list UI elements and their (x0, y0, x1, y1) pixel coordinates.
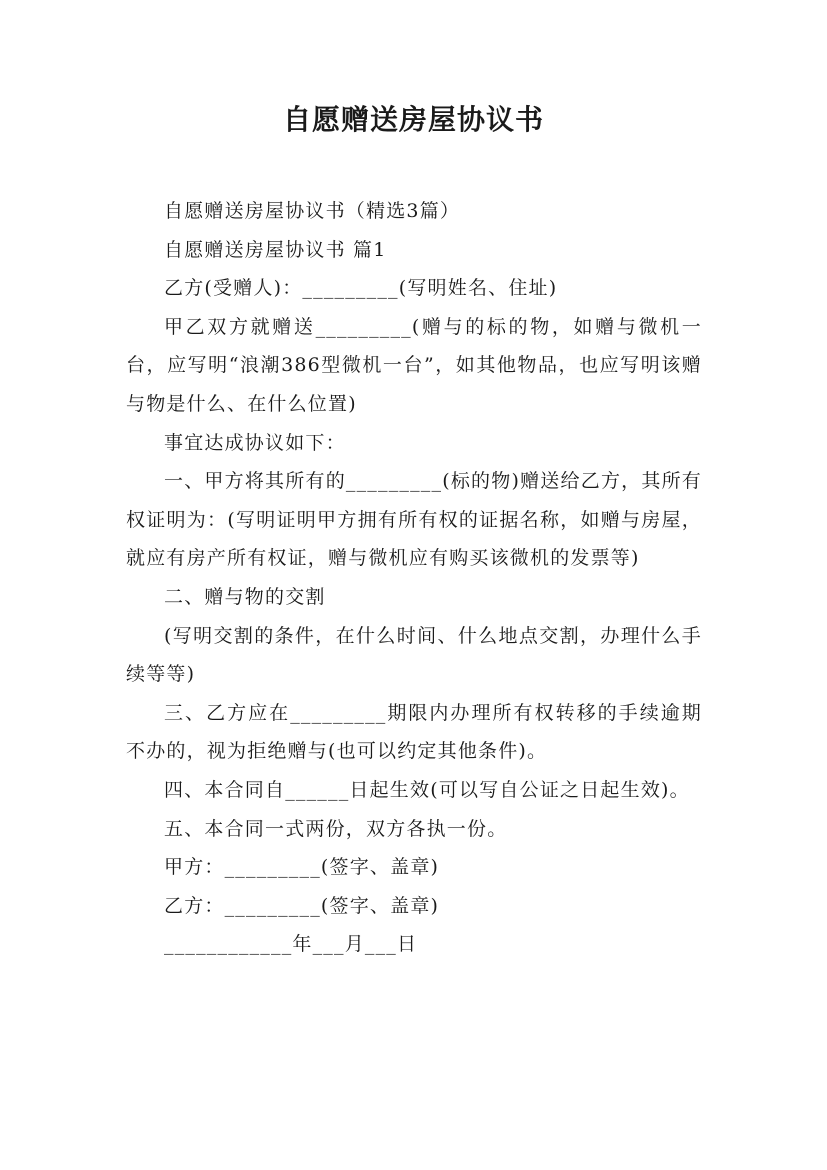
paragraph-section-heading: 自愿赠送房屋协议书 篇1 (164, 238, 387, 261)
paragraph-clause-2-detail: (写明交割的条件，在什么时间、什么地点交割，办理什么手续等等) (126, 624, 702, 686)
paragraph-agreement-intro: 事宜达成协议如下： (164, 431, 346, 454)
document-title: 自愿赠送房屋协议书 (282, 103, 544, 136)
paragraph-clause-4: 四、本合同自______日起生效(可以写自公证之日起生效)。 (164, 778, 690, 801)
paragraph-clause-5: 五、本合同一式两份，双方各执一份。 (164, 817, 508, 840)
paragraph-date-line: ____________年___月___日 (164, 933, 418, 956)
paragraph-collection-title: 自愿赠送房屋协议书（精选3篇） (164, 200, 461, 222)
paragraph-signature-party-b: 乙方：_________(签字、盖章) (164, 894, 440, 917)
paragraph-clause-3: 三、乙方应在_________期限内办理所有权转移的手续逾期不办的，视为拒绝赠与(也可以约定其他条件)。 (126, 701, 702, 763)
paragraph-gift-object: 甲乙双方就赠送_________(赠与的标的物，如赠与微机一台，应写明“浪潮386型微机一台”，如其他物品，也应写明该赠与物是什么、在什么位置) (126, 315, 702, 415)
paragraph-clause-1: 一、甲方将其所有的_________(标的物)赠送给乙方，其所有权证明为：(写明证明甲方拥有所有权的证据名称，如赠与房屋，就应有房产所有权证，赠与微机应有购买该微机的发票等) (126, 470, 702, 570)
paragraph-clause-2: 二、赠与物的交割 (164, 585, 326, 608)
document-body (126, 192, 702, 964)
paragraph-party-b: 乙方(受赠人)：_________(写明姓名、住址) (164, 277, 558, 300)
paragraph-signature-party-a: 甲方：_________(签字、盖章) (164, 856, 440, 879)
